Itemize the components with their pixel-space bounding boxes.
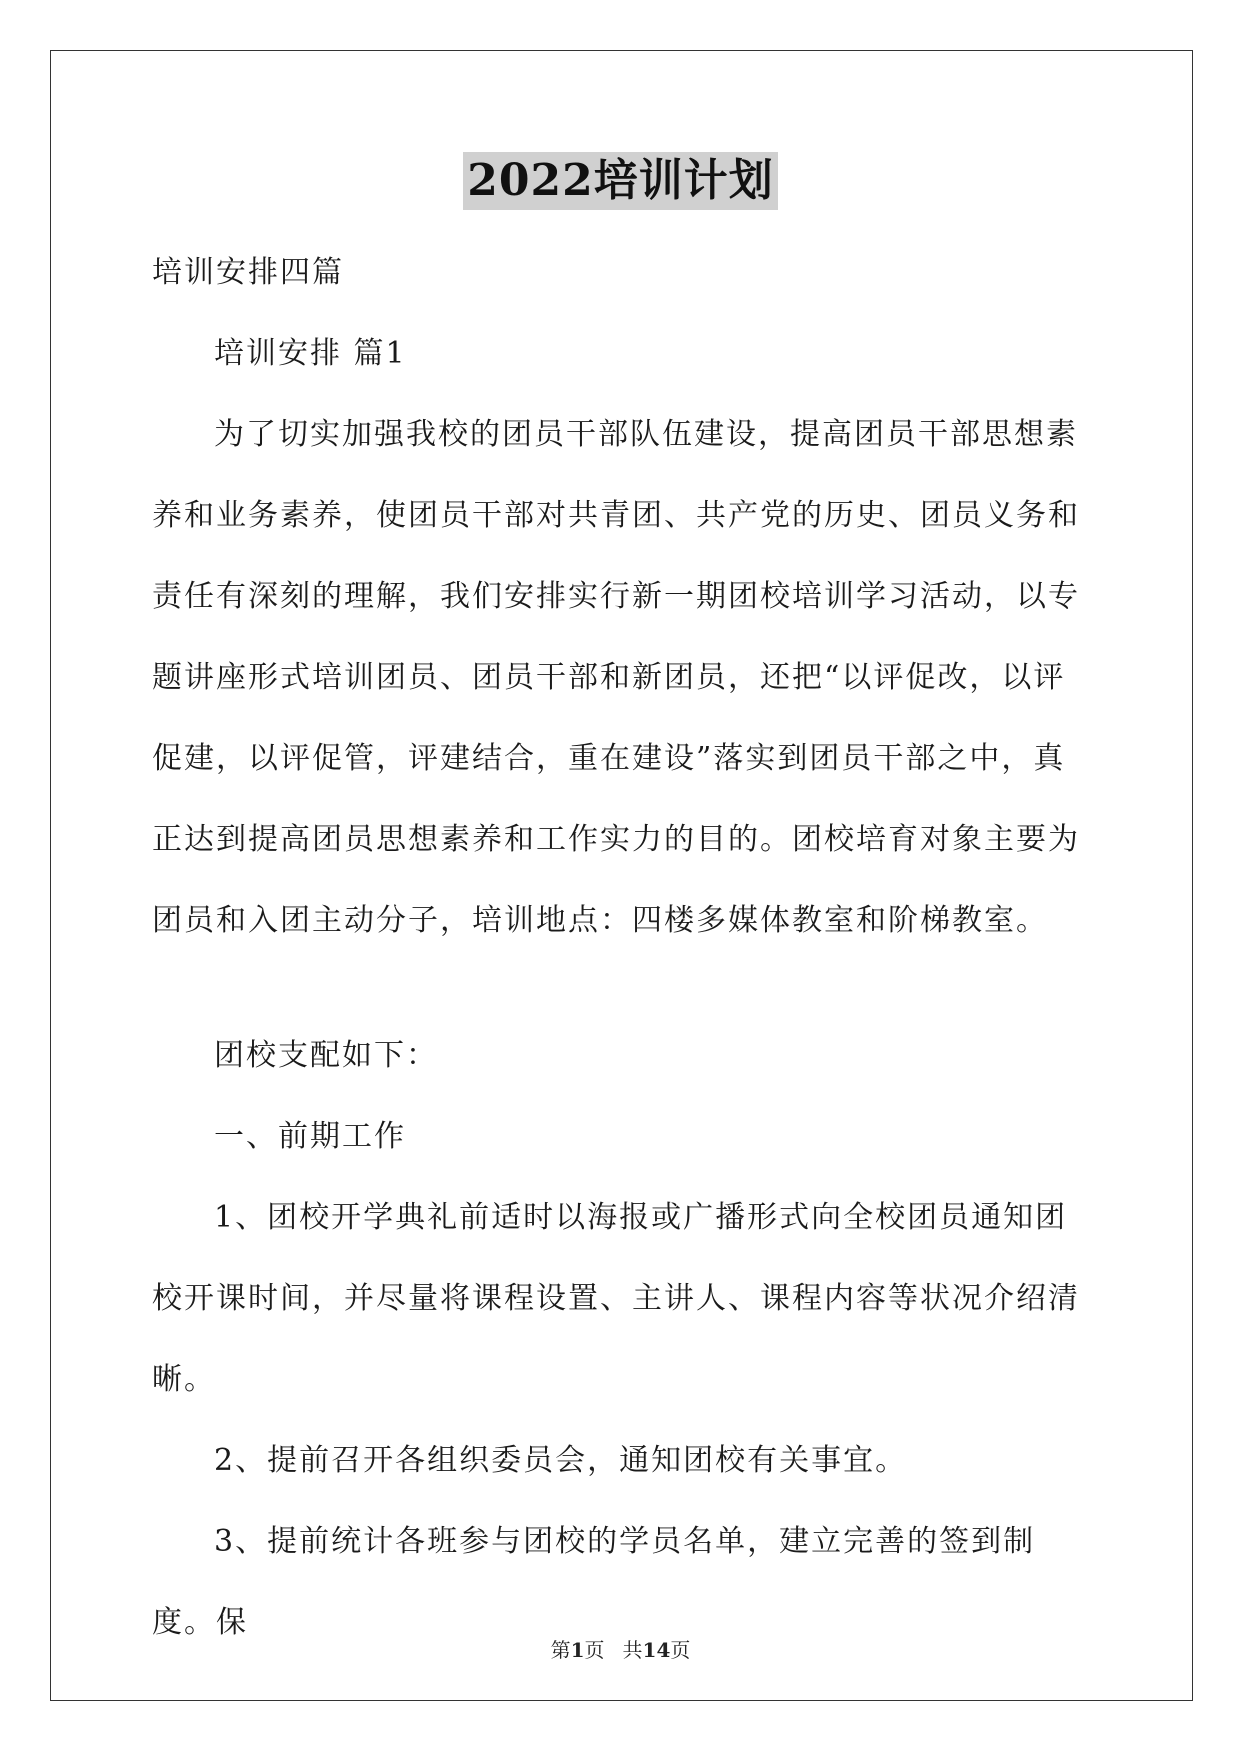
title-container [0, 152, 1241, 210]
page-footer [0, 1637, 1241, 1663]
page-unit: 页 [584, 1638, 605, 1662]
page-prefix: 第 [550, 1638, 571, 1662]
list-item-1: 1、团校开学典礼前适时以海报或广播形式向全校团员通知团校开课时间，并尽量将课程设置、主讲人、课程内容等状况介绍清晰。 [152, 1200, 1080, 1397]
list-item-2: 2、提前召开各组织委员会，通知团校有关事宜。 [214, 1443, 908, 1478]
part-one-heading: 一、前期工作 [214, 1119, 406, 1154]
paragraph-spacer [152, 961, 1092, 1015]
intro-paragraph: 为了切实加强我校的团员干部队伍建设，提高团员干部思想素养和业务素养，使团员干部对共青团、共产党的历史、团员义务和责任有深刻的理解，我们安排实行新一期团校培训学习活动，以专题讲座形式培训团员、团员干部和新团员，还把“以评促改，以评促建，以评促管，评建结合，重在建设”落实到团员干部之中，真正达到提高团员思想素养和工作实力的目的。团校培育对象主要为团员和入团主动分子，培训地点：四楼多媒体教室和阶梯教室。 [152, 417, 1080, 938]
section-heading: 培训安排 篇1 [214, 336, 407, 371]
document-subtitle: 培训安排四篇 [152, 255, 344, 290]
total-prefix: 共 [622, 1638, 643, 1662]
total-page-count: 14 [642, 1638, 671, 1662]
current-page-number: 1 [570, 1638, 585, 1662]
document-body [152, 232, 1092, 1663]
arrangement-intro: 团校支配如下： [214, 1038, 438, 1073]
total-unit: 页 [670, 1638, 691, 1662]
list-item-3: 3、提前统计各班参与团校的学员名单，建立完善的签到制度。保 [152, 1524, 1036, 1640]
document-title: 2022培训计划 [463, 152, 777, 210]
